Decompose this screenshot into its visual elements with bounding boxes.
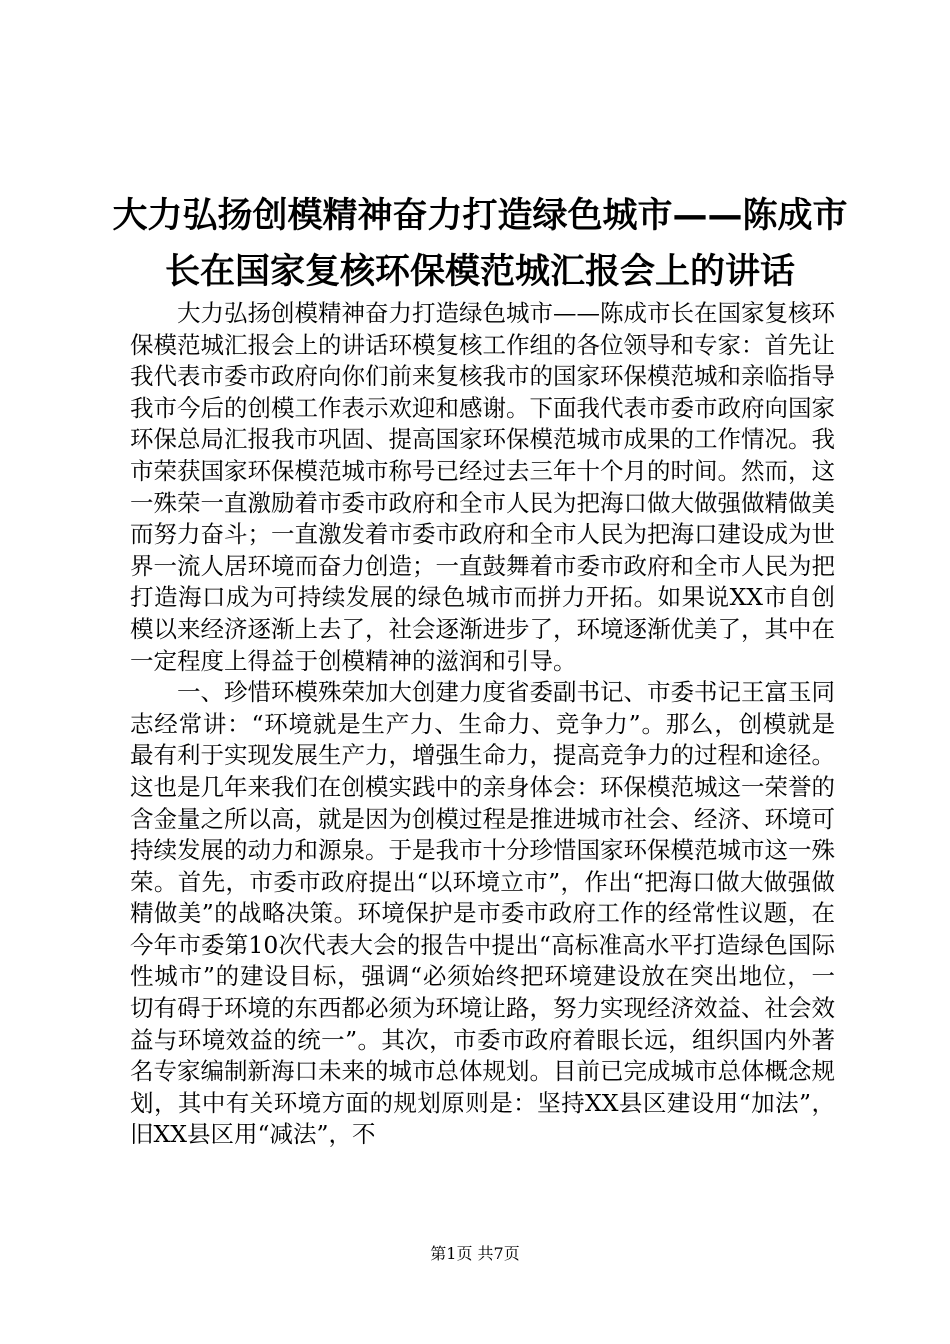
body-paragraph: 大力弘扬创模精神奋力打造绿色城市——陈成市长在国家复核环保模范城汇报会上的讲话环模复核工作组的各位领导和专家：首先让我代表市委市政府向你们前来复核我市的国家环保模范城和亲临指导我市今后的创模工作表示欢迎和感谢。下面我代表市委市政府向国家环保总局汇报我市巩固、提高国家环保模范城市成果的工作情况。我市荣获国家环保模范城市称号已经过去三年十个月的时间。然而，这一殊荣一直激励着市委市政府和全市人民为把海口做大做强做精做美而努力奋斗；一直激发着市委市政府和全市人民为把海口建设成为世界一流人居环境而奋力创造；一直鼓舞着市委市政府和全市人民为把打造海口成为可持续发展的绿色城市而拼力开拓。如果说XX市自创模以来经济逐渐上去了，社会逐渐进步了，环境逐渐优美了，其中在一定程度上得益于创模精神的滋润和引导。 bbox=[130, 299, 835, 675]
page-number-footer: 第1页 共7页 bbox=[430, 1244, 520, 1263]
document-body bbox=[130, 298, 835, 1151]
document-title: 大力弘扬创模精神奋力打造绿色城市——陈成市长在国家复核环保模范城汇报会上的讲话 bbox=[112, 196, 848, 292]
body-paragraph: 一、珍惜环模殊荣加大创建力度省委副书记、市委书记王富玉同志经常讲：“环境就是生产力、生命力、竞争力”。那么，创模就是最有利于实现发展生产力，增强生命力，提高竞争力的过程和途径。这也是几年来我们在创模实践中的亲身体会：环保模范城这一荣誉的含金量之所以高，就是因为创模过程是推进城市社会、经济、环境可持续发展的动力和源泉。于是我市十分珍惜国家环保模范城市这一殊荣。首先，市委市政府提出“以环境立市”，作出“把海口做大做强做精做美”的战略决策。环境保护是市委市政府工作的经常性议题，在今年市委第10次代表大会的报告中提出“高标准高水平打造绿色国际性城市”的建设目标，强调“必须始终把环境建设放在突出地位，一切有碍于环境的东西都必须为环境让路，努力实现经济效益、社会效益与环境效益的统一”。其次，市委市政府着眼长远，组织国内外著名专家编制新海口未来的城市总体规划。目前已完成城市总体概念规划，其中有关环境方面的规划原则是：坚持XX县区建设用“加法”，旧XX县区用“减法”，不 bbox=[130, 678, 835, 1149]
